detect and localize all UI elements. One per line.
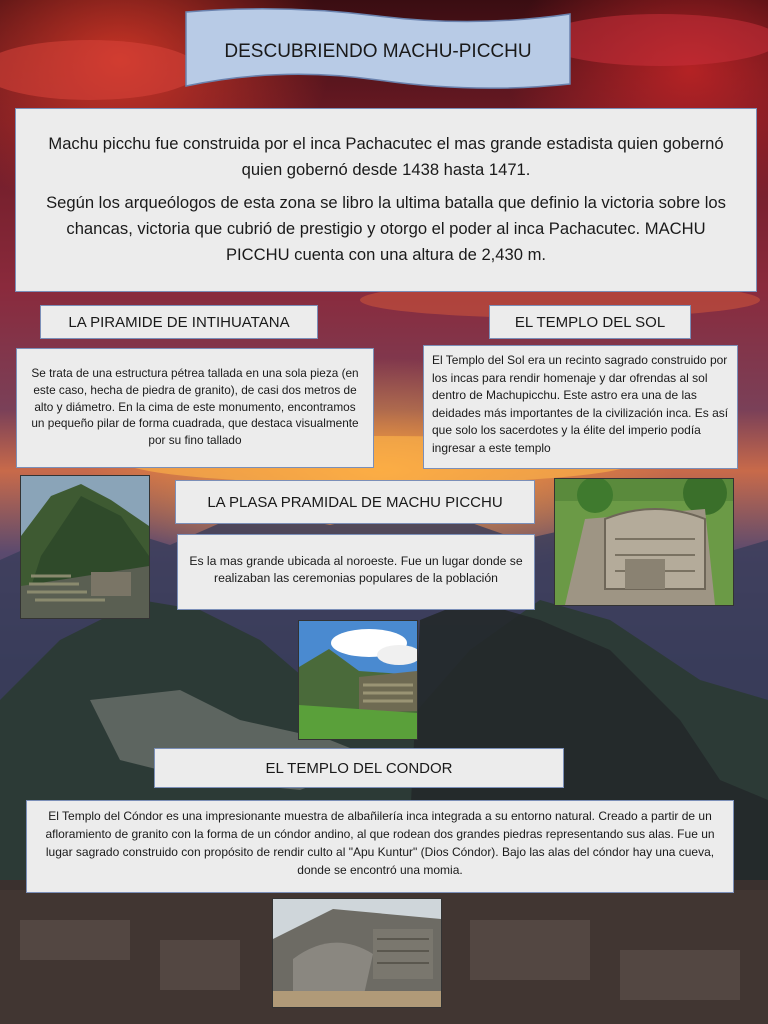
intro-paragraph-1: Machu picchu fue construida por el inca Pachacutec el mas grande estadista quien gobernó quien gobernó desde 1438 hasta 1471.	[48, 134, 724, 179]
plaza-text: Es la mas grande ubicada al noroeste. Fue un lugar donde se realizaban las ceremonias populares de la población	[189, 554, 523, 586]
plaza-heading-text: LA PLASA PRAMIDAL DE MACHU PICCHU	[207, 493, 503, 511]
page-title: DESCUBRIENDO MACHU-PICCHU	[224, 41, 532, 62]
plaza-text-box	[177, 534, 535, 610]
condor-text-box	[26, 800, 734, 893]
photo-templo-condor	[272, 898, 442, 1008]
condor-heading	[154, 748, 564, 788]
templo-sol-heading	[489, 305, 691, 339]
templo-sol-text-box	[423, 345, 738, 469]
condor-heading-text: EL TEMPLO DEL CONDOR	[265, 759, 453, 777]
intihuatana-heading-text: LA PIRAMIDE DE INTIHUATANA	[68, 313, 290, 331]
intihuatana-text-box	[16, 348, 374, 468]
condor-text: El Templo del Cóndor es una impresionante muestra de albañilería inca integrada a su entorno natural. Creado a partir de un afloramiento de granito con la forma de un cóndor andino, al que rodean dos grandes piedras representando sus alas. Fue un lugar sagrado construido con propósito de rendir culto al "Apu Kuntur" (Dios Cóndor). Bajo las alas del cóndor hay una cueva, donde se encontró una momia.	[45, 809, 715, 877]
photo-plaza	[298, 620, 418, 740]
intro-paragraph-2: Según los arqueólogos de esta zona se libro la ultima batalla que definio la victoria sobre los chancas, victoria que cubrió de prestigio y otorgo el poder al inca Pachacutec. MACHU PICCHU cuenta con una altura de 2,430 m.	[46, 192, 726, 264]
templo-sol-text: El Templo del Sol era un recinto sagrado construido por los incas para rendir homenaje y dar ofrendas al sol dentro de Machupicchu. Este astro era una de las deidades más importantes de la civilización inca. Es así que solo los sacerdotes y la élite del imperio podía ingresar a este templo	[432, 353, 729, 455]
intihuatana-text: Se trata de una estructura pétrea tallada en una sola pieza (en este caso, hecha de piedra de granito), de casi dos metros de alto y diámetro. En la cima de este monumento, encontramos un pequeño pilar de forma cuadrada, que destaca visualmente por su fino tallado	[31, 366, 359, 447]
title-banner	[184, 8, 572, 92]
intro-panel	[15, 108, 757, 292]
photo-intihuatana	[20, 475, 150, 619]
photo-templo-sol	[554, 478, 734, 606]
plaza-heading	[175, 480, 535, 524]
intihuatana-heading	[40, 305, 318, 339]
templo-sol-heading-text: EL TEMPLO DEL SOL	[514, 313, 666, 331]
